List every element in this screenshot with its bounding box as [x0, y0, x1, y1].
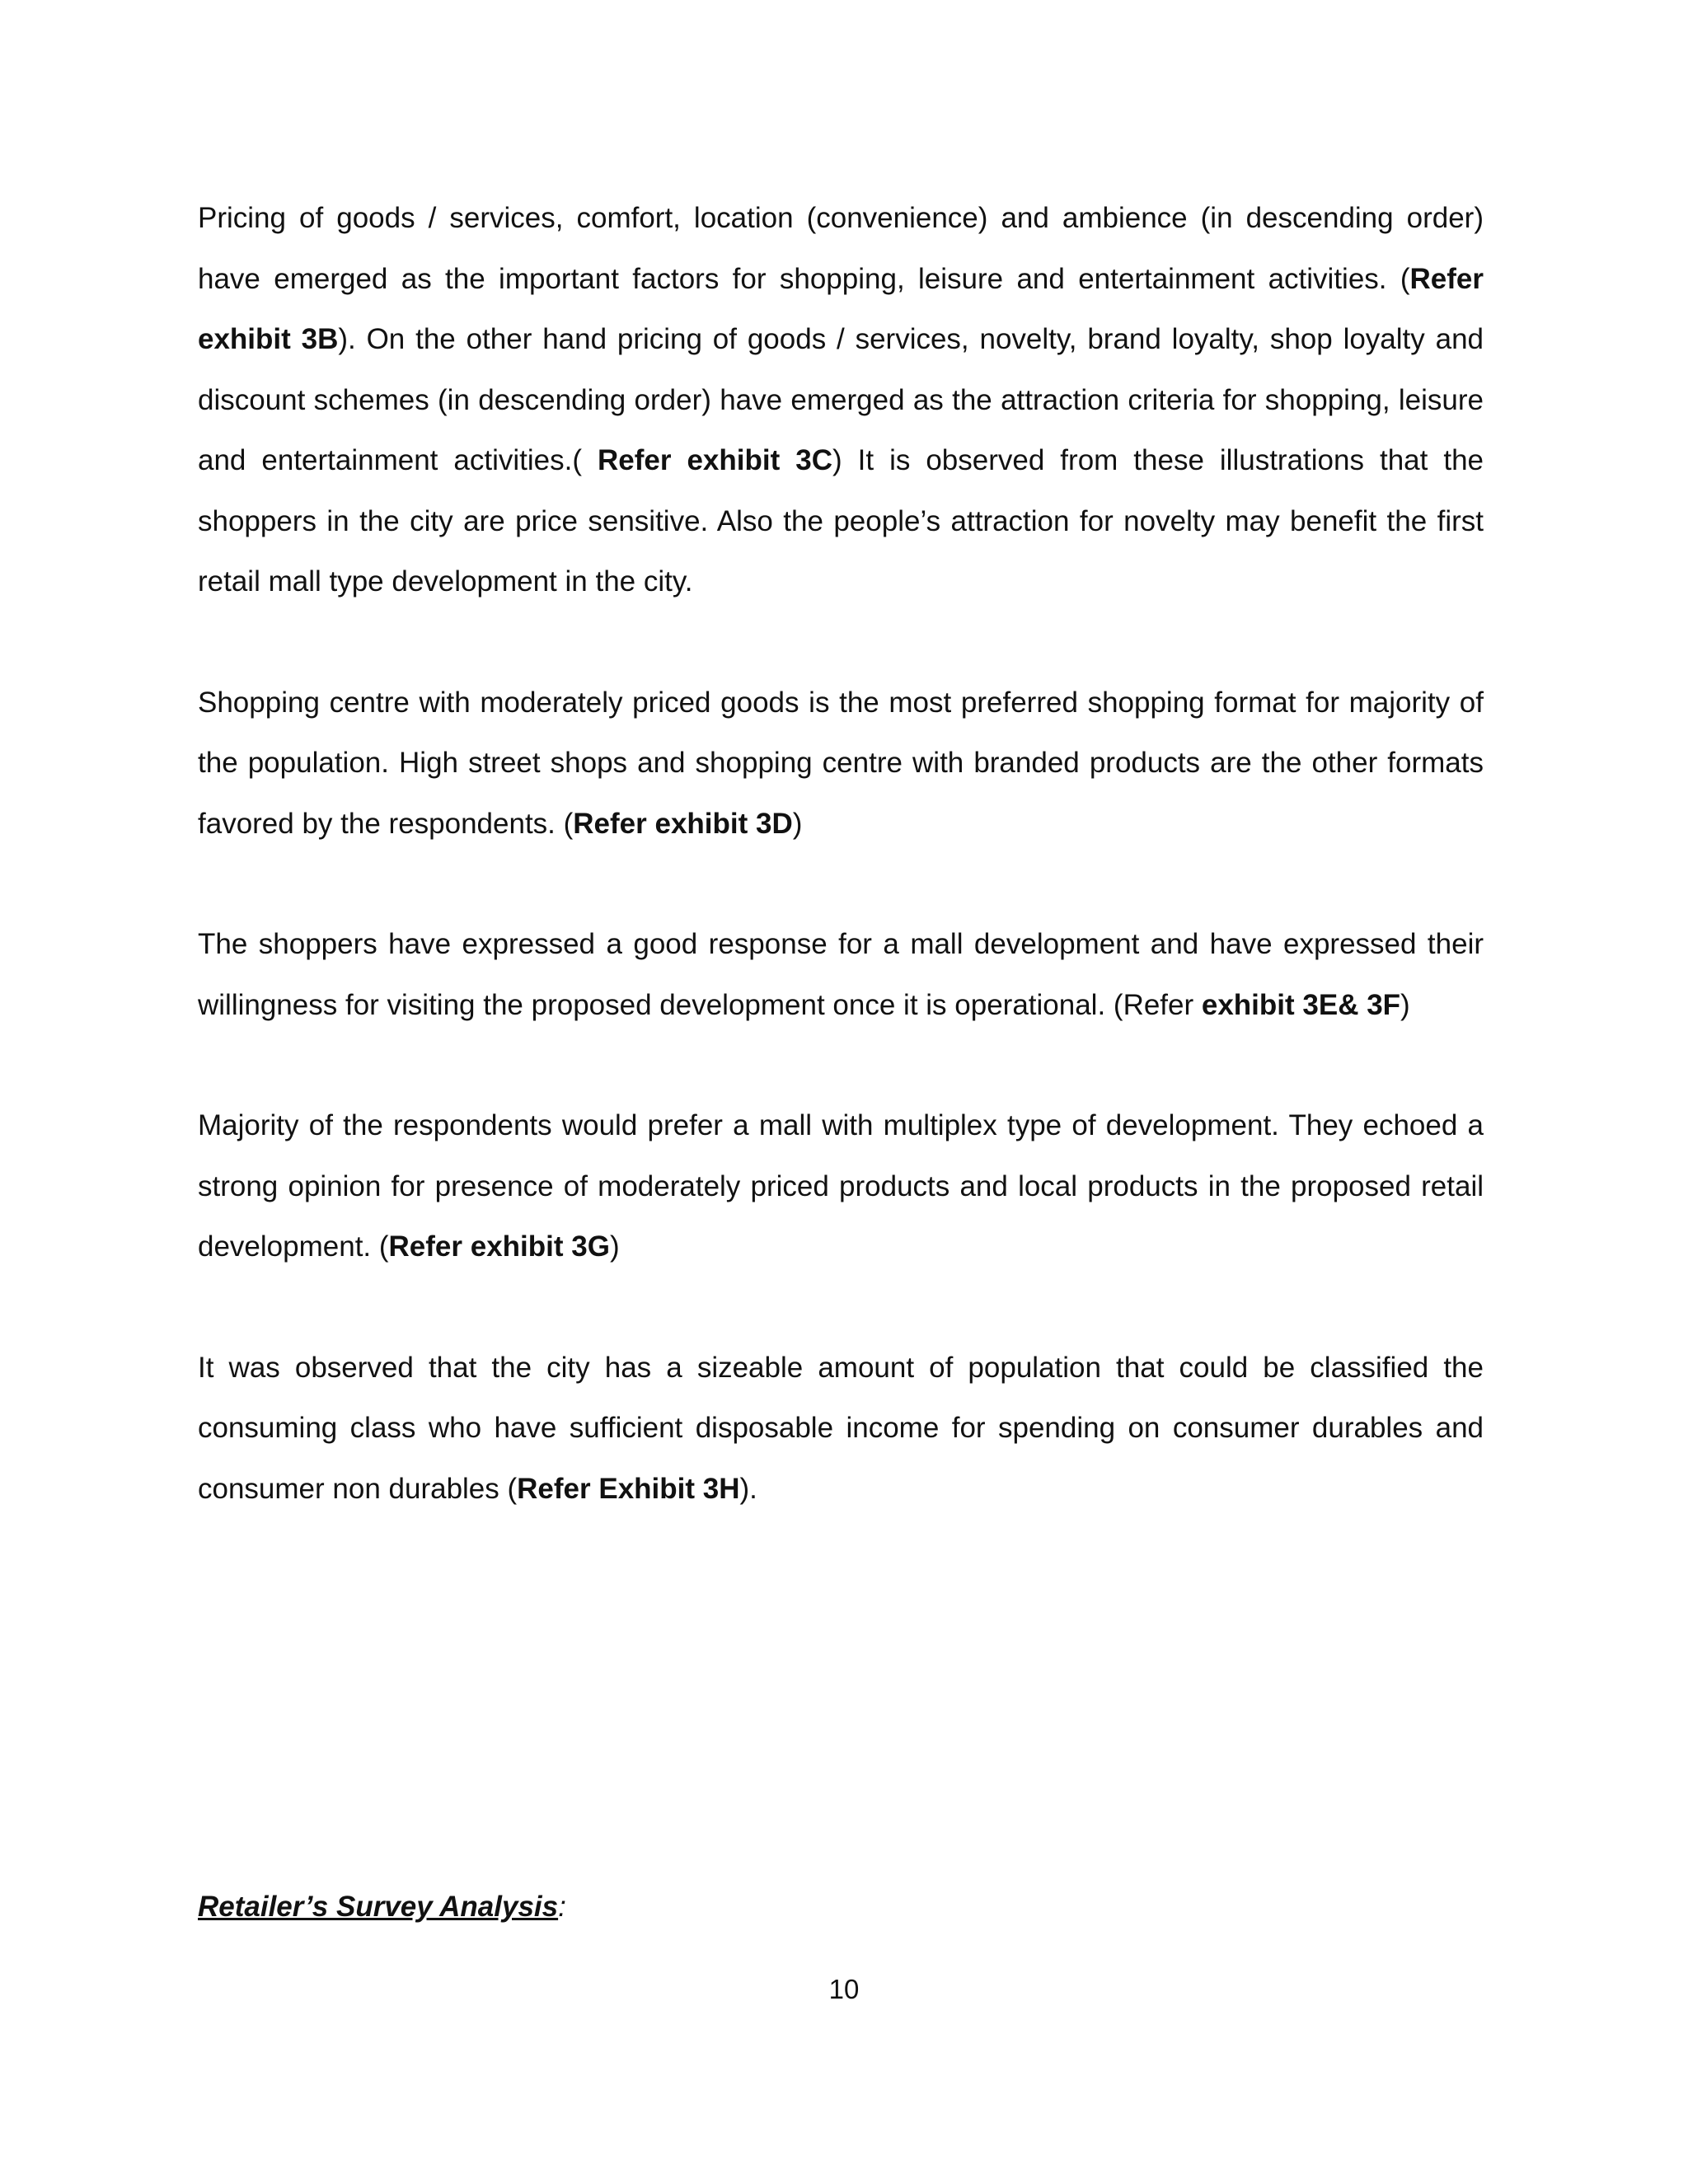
exhibit-reference-3b: Refer exhibit 3B	[198, 262, 1484, 355]
paragraph-consuming-class: It was observed that the city has a sizeable amount of population that could be classified the consuming class who have sufficient disposable income for spending on consumer durables and consumer non durables (Refer Exhibit 3H).	[198, 1351, 1484, 1505]
exhibit-reference-3c: Refer exhibit 3C	[597, 444, 832, 476]
section-heading-retailers-survey	[198, 1887, 566, 1927]
page-number: 10	[828, 1974, 860, 2004]
exhibit-reference-3g: Refer exhibit 3G	[388, 1230, 610, 1263]
paragraph-shopping-format: Shopping centre with moderately priced goods is the most preferred shopping format for majority of the population. High street shops and shopping centre with branded products are the other formats favored by the respondents. (Refer exhibit 3D)	[198, 686, 1484, 840]
paragraph-mall-response: The shoppers have expressed a good response for a mall development and have expressed their willingness for visiting the proposed development once it is operational. (Refer exhibit 3E& 3F)	[198, 928, 1484, 1021]
section-heading-title: Retailer’s Survey Analysis	[198, 1891, 559, 1923]
paragraph-multiplex-preference: Majority of the respondents would prefer a mall with multiplex type of development. They echoed a strong opinion for presence of moderately priced products and local products in the proposed retail development. (Refer exhibit 3G)	[198, 1109, 1484, 1263]
paragraph-pricing-factors: Pricing of goods / services, comfort, location (convenience) and ambience (in descending order) have emerged as the important factors for shopping, leisure and entertainment activities. (Refer exhibit 3B). On the other hand pricing of goods / services, novelty, brand loyalty, shop loyalty and discount schemes (in descending order) have emerged as the attraction criteria for shopping, leisure and entertainment activities.( Refer exhibit 3C) It is observed from these illustrations that the shoppers in the city are price sensitive. Also the people’s attraction for novelty may benefit the first retail mall type development in the city.	[198, 202, 1484, 598]
exhibit-reference-3e-3f: exhibit 3E& 3F	[1201, 988, 1401, 1021]
exhibit-reference-3d: Refer exhibit 3D	[573, 807, 793, 840]
body-text	[198, 188, 1484, 1519]
exhibit-reference-3h: Refer Exhibit 3H	[517, 1472, 740, 1505]
section-heading-colon: :	[558, 1891, 566, 1923]
